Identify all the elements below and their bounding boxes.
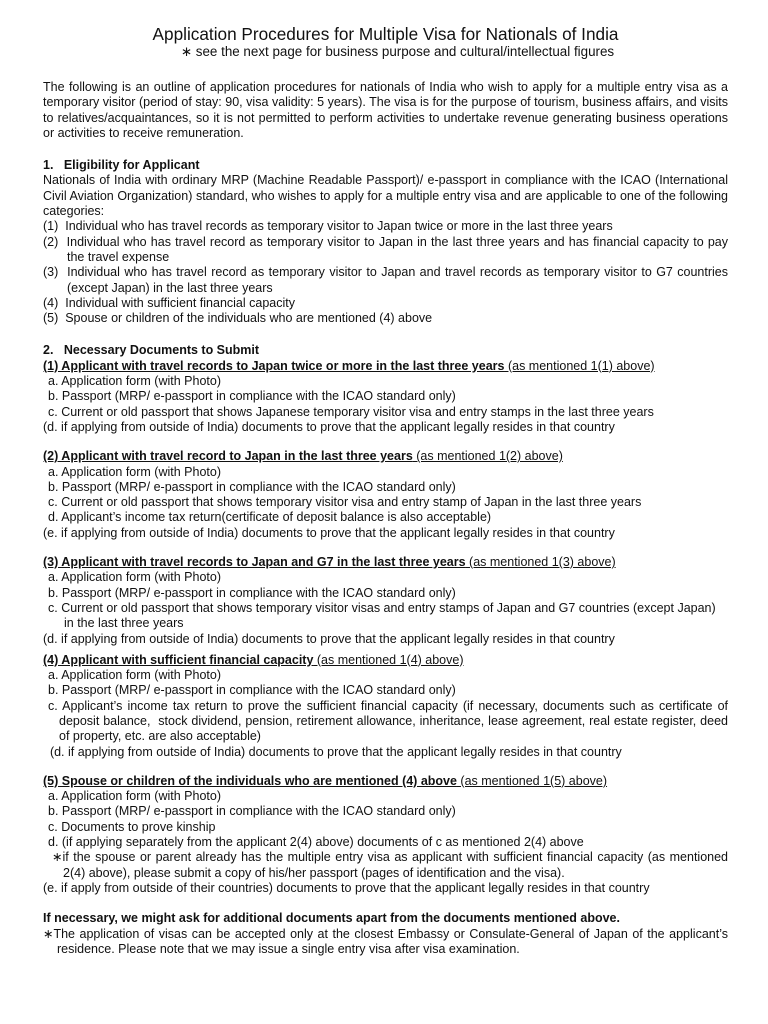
document-item: a. Application form (with Photo) [48, 789, 221, 804]
document-item-footer: (e. if applying from outside of India) documents to prove that the applicant legally resides in that country [43, 525, 615, 540]
group-heading-bold: (1) Applicant with travel records to Japan twice or more in the last three years [43, 358, 505, 373]
closing-note: ∗The application of visas can be accepted only at the closest Embassy or Consulate-General of Japan of the applicant’s residence. Please note that we may issue a single entry visa after visa examination. [43, 926, 728, 956]
documents-group-heading [43, 449, 728, 464]
group-heading-normal: (as mentioned 1(3) above) [465, 555, 616, 570]
document-item-footer: (e. if apply from outside of their countries) documents to prove that the applicant legally resides in that country [43, 880, 650, 895]
document-item: c. Applicant’s income tax return to prove the sufficient financial capacity (if necessary, documents such as certificate of deposit balance, stock dividend, pension, retirement allowance, inheritance, lease agreement, real estate register, deed of property, etc. are also acceptable) [48, 698, 728, 744]
document-item: b. Passport (MRP/ e-passport in compliance with the ICAO standard only) [48, 479, 456, 494]
document-item: a. Application form (with Photo) [48, 464, 221, 479]
group-heading-bold: (5) Spouse or children of the individuals who are mentioned (4) above [43, 773, 457, 788]
document-item-footer: (d. if applying from outside of India) documents to prove that the applicant legally resides in that country [43, 419, 615, 434]
documents-group-heading [43, 774, 728, 789]
document-item: c. Current or old passport that shows Japanese temporary visitor visa and entry stamps in the last three years [48, 404, 654, 419]
group-heading-normal: (as mentioned 1(5) above) [456, 773, 608, 788]
eligibility-item: (2) Individual who has travel record as temporary visitor to Japan in the last three years and has financial capacity to pay the travel expense [43, 234, 728, 264]
eligibility-text: Nationals of India with ordinary MRP (Machine Readable Passport)/ e-passport in compliance with the ICAO (International Civil Aviation Organization) standard, who wishes to apply for a multiple entry visa and are applicable to one of the following categories: [43, 173, 728, 219]
section-heading-eligibility: 1. Eligibility for Applicant [43, 158, 200, 173]
section-heading-documents: 2. Necessary Documents to Submit [43, 343, 260, 358]
eligibility-item: (1) Individual who has travel records as temporary visitor to Japan twice or more in the last three years [43, 219, 613, 234]
document-item: b. Passport (MRP/ e-passport in compliance with the ICAO standard only) [48, 804, 456, 819]
document-item: d. Applicant’s income tax return(certificate of deposit balance is also acceptable) [48, 510, 492, 525]
document-item-footer: (d. if applying from outside of India) documents to prove that the applicant legally resides in that country [43, 631, 615, 646]
group-heading-normal: (as mentioned 1(4) above) [313, 652, 464, 667]
group-heading-normal: (as mentioned 1(1) above) [504, 358, 655, 373]
eligibility-item: (3) Individual who has travel record as temporary visitor to Japan and travel records as temporary visitor to G7 countries (except Japan) in the last three years [43, 265, 728, 295]
document-item: b. Passport (MRP/ e-passport in compliance with the ICAO standard only) [48, 389, 456, 404]
document-item: b. Passport (MRP/ e-passport in compliance with the ICAO standard only) [48, 683, 456, 698]
group-heading-bold: (3) Applicant with travel records to Japan and G7 in the last three years [43, 555, 466, 570]
page-title: Application Procedures for Multiple Visa for Nationals of India [152, 24, 619, 44]
documents-group-heading [43, 359, 728, 374]
document-item: c. Documents to prove kinship [48, 819, 216, 834]
group-heading-bold: (4) Applicant with sufficient financial capacity [43, 652, 314, 667]
document-item: b. Passport (MRP/ e-passport in compliance with the ICAO standard only) [48, 585, 456, 600]
closing-statement: If necessary, we might ask for additional documents apart from the documents mentioned above. [43, 911, 620, 926]
page-subtitle: ∗ see the next page for business purpose and cultural/intellectual figures [180, 44, 615, 59]
document-item: c. Current or old passport that shows temporary visitor visas and entry stamps of Japan and G7 countries (except Japan) in the last three years [48, 600, 716, 631]
group-heading-normal: (as mentioned 1(2) above) [412, 449, 563, 464]
eligibility-item: (4) Individual with sufficient financial capacity [43, 295, 295, 310]
document-item: a. Application form (with Photo) [48, 374, 221, 389]
document-item: d. (if applying separately from the applicant 2(4) above) documents of c as mentioned 2(4) above [48, 835, 584, 850]
document-item: c. Current or old passport that shows temporary visitor visa and entry stamp of Japan in the last three years [48, 495, 642, 510]
intro-paragraph: The following is an outline of application procedures for nationals of India who wish to apply for a multiple entry visa as a temporary visitor (period of stay: 90, visa validity: 5 years). The visa is for the purpose of tourism, business affairs, and visits to relatives/acquaintances, so it is not permitted to perform activities to undertake revenue generating business operations or activities to receive remuneration. [43, 80, 728, 140]
group-heading-bold: (2) Applicant with travel record to Japan in the last three years [43, 449, 413, 464]
documents-group-heading [43, 555, 728, 570]
document-note: ∗if the spouse or parent already has the multiple entry visa as applicant with sufficient financial capacity (as mentioned 2(4) above), please submit a copy of his/her passport (pages of identification and the visa). [52, 850, 728, 880]
documents-group-heading [43, 653, 728, 668]
document-item: a. Application form (with Photo) [48, 570, 221, 585]
eligibility-item: (5) Spouse or children of the individuals who are mentioned (4) above [43, 311, 433, 326]
document-item-footer: (d. if applying from outside of India) documents to prove that the applicant legally resides in that country [43, 744, 622, 759]
document-item: a. Application form (with Photo) [48, 668, 221, 683]
document-body [43, 80, 728, 957]
